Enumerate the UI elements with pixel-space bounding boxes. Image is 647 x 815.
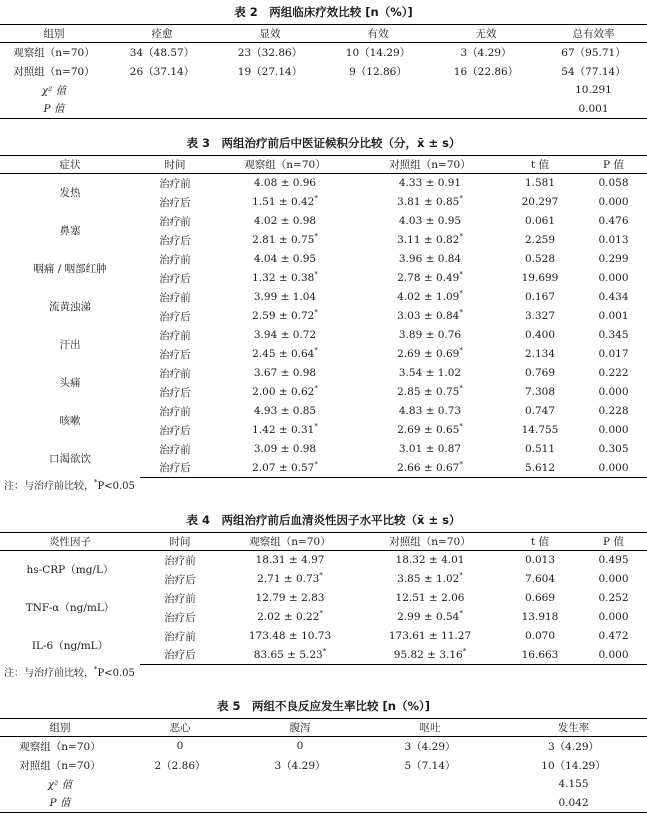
t4-label: TNF-α（ng/mL）: [25, 602, 115, 614]
t2-cell: 67（95.71）: [561, 46, 626, 59]
t2-cell: 10.291: [575, 84, 612, 96]
t3-cell: 5.612: [500, 459, 580, 478]
t2-cell: 0.001: [540, 100, 647, 119]
t3-cell: 7.308: [524, 386, 556, 398]
t3-cell: 3.09 ± 0.98: [253, 443, 317, 455]
table-row: [0, 62, 647, 81]
t4-cell: 18.31 ± 4.97: [255, 554, 325, 567]
t4-cell: 0.000: [598, 573, 629, 585]
t4-header-observation: 观察组（n=70）: [220, 533, 360, 551]
t2-cell: P 值: [0, 100, 108, 119]
t3-cell: 4.04 ± 0.95: [253, 253, 317, 265]
t4-header-control: 对照组（n=70）: [360, 533, 500, 551]
table-3-note: 注：与治疗前比较，*P<0.05: [4, 478, 135, 492]
t4-cell: 0.252: [598, 592, 629, 604]
table-3-block: [0, 135, 647, 496]
table-row: [0, 756, 647, 775]
t3-cell: 0.000: [598, 386, 629, 398]
table-row: [0, 100, 647, 119]
t4-label: IL-6（ng/mL）: [31, 640, 109, 652]
t5-cell: 10（14.29）: [541, 759, 606, 772]
table-row: [0, 81, 647, 100]
t3-cell: 3.94 ± 0.72: [253, 329, 317, 341]
t4-cell: 18.32 ± 4.01: [395, 554, 465, 567]
table-row: [0, 589, 647, 608]
table-row: [0, 794, 647, 813]
table-row: [0, 775, 647, 794]
t5-cell: 3（4.29）: [547, 740, 600, 753]
table-3: [0, 155, 647, 478]
t3-cell: 0.058: [598, 177, 629, 190]
t3-label: 头痛: [59, 377, 81, 389]
t3-label: 流黄浊涕: [49, 301, 91, 313]
t3-cell: 1.42 ± 0.31*: [252, 422, 318, 436]
t3-cell: 1.51 ± 0.42*: [252, 194, 318, 208]
t3-cell: 4.93 ± 0.85: [253, 405, 317, 417]
t3-cell: 1.581: [524, 177, 556, 190]
table-row: [0, 250, 647, 269]
table-5: [0, 718, 647, 813]
t5-header-vomit: 呕吐: [360, 719, 500, 737]
t3-cell: 治疗前: [159, 215, 191, 228]
t3-cell: 0.528: [524, 253, 556, 265]
t5-header-group: 组别: [0, 719, 120, 737]
t5-header-rate: 发生率: [500, 719, 647, 737]
t4-cell: 治疗后: [140, 646, 220, 665]
t4-cell: 0.000: [598, 611, 629, 623]
t3-cell: 4.08 ± 0.96: [253, 177, 317, 190]
t3-cell: 0.000: [580, 459, 647, 478]
t3-cell: 19.699: [521, 272, 559, 284]
t3-cell: 0.400: [524, 329, 556, 341]
t2-cell: 观察组（n=70）: [13, 46, 95, 59]
t3-cell: 治疗前: [159, 329, 191, 342]
table-row: [0, 364, 647, 383]
t2-cell: 3（4.29）: [460, 46, 512, 59]
t5-cell: 5（7.14）: [404, 759, 456, 772]
t4-cell: 2.71 ± 0.73*: [257, 571, 323, 585]
t3-cell: 0.476: [598, 215, 629, 227]
table-2-title: 表 2 两组临床疗效比较 [n（%）]: [234, 5, 413, 19]
t3-cell: 2.00 ± 0.62*: [252, 384, 318, 398]
t4-cell: 2.02 ± 0.22*: [257, 609, 323, 623]
t3-cell: 0.000: [598, 272, 629, 284]
t3-cell: 0.345: [598, 329, 629, 341]
t3-cell: 2.259: [524, 234, 556, 246]
t3-cell: 治疗前: [159, 177, 191, 190]
t2-cell: 26（37.14）: [129, 65, 195, 78]
t4-cell: 2.99 ± 0.54*: [397, 609, 463, 623]
t3-cell: 治疗前: [159, 443, 191, 456]
t3-cell: 0.167: [524, 291, 556, 303]
t3-cell: 2.66 ± 0.67*: [360, 459, 500, 478]
t4-cell: 173.61 ± 11.27: [388, 630, 472, 642]
t3-cell: 3.03 ± 0.84*: [397, 308, 463, 322]
t3-cell: 治疗后: [159, 272, 191, 285]
table-2: [0, 24, 647, 119]
t3-label: 汗出: [59, 339, 81, 351]
t3-header-symptom: 症状: [0, 156, 140, 174]
t3-cell: 治疗前: [159, 367, 191, 380]
t4-cell: 0.000: [580, 646, 647, 665]
t4-cell: 0.472: [598, 630, 629, 642]
table-5-title: 表 5 两组不良反应发生率比较 [n（%）]: [217, 699, 430, 713]
t3-cell: 治疗前: [159, 253, 191, 266]
t3-cell: 治疗后: [159, 310, 191, 323]
t4-cell: 0.070: [524, 630, 556, 642]
t3-cell: 2.59 ± 0.72*: [252, 308, 318, 322]
t4-cell: 0.669: [524, 592, 556, 604]
t3-cell: 0.228: [598, 405, 629, 417]
t2-cell: 19（27.14）: [237, 65, 303, 78]
t3-cell: 0.017: [598, 348, 629, 360]
t5-cell: 0: [176, 740, 184, 753]
table-2-block: [0, 4, 647, 119]
t5-cell: 0.042: [500, 794, 647, 813]
t4-cell: 治疗后: [164, 611, 196, 624]
t4-cell: 3.85 ± 1.02*: [397, 571, 463, 585]
t4-cell: 治疗前: [164, 554, 196, 567]
t2-header-group: 组别: [0, 25, 108, 43]
table-row: [0, 174, 647, 193]
t4-cell: 0.495: [598, 554, 629, 567]
t3-cell: 治疗后: [159, 348, 191, 361]
t2-cell: χ² 值: [41, 84, 67, 97]
t3-label: 口渴欲饮: [49, 453, 91, 465]
t3-cell: 0.000: [598, 196, 629, 208]
t3-cell: 14.755: [521, 424, 559, 436]
t3-label: 咽痛 / 咽部红肿: [33, 263, 107, 275]
t3-cell: 3.89 ± 0.76: [398, 329, 462, 341]
table-4-note: 注：与治疗前比较，*P<0.05: [4, 665, 135, 679]
t2-header-marked: 显效: [216, 25, 324, 43]
t3-cell: 4.02 ± 1.09*: [397, 289, 463, 303]
t3-cell: 0.434: [598, 291, 629, 303]
t3-cell: 4.02 ± 0.98: [253, 215, 317, 227]
t3-cell: 0.769: [524, 367, 556, 379]
t5-header-diarrhea: 腹泻: [240, 719, 360, 737]
t3-cell: 2.78 ± 0.49*: [397, 270, 463, 284]
t5-cell: 2（2.86）: [154, 759, 206, 772]
table-4-title: 表 4 两组治疗前后血清炎性因子水平比较（x̄ ± s）: [186, 513, 461, 527]
table-row: [0, 440, 647, 459]
t5-header-nausea: 恶心: [120, 719, 240, 737]
t3-header-time: 时间: [140, 156, 210, 174]
t3-cell: 3.54 ± 1.02: [398, 367, 462, 379]
t4-cell: 0.013: [524, 554, 556, 567]
t3-cell: 0.013: [598, 234, 629, 246]
t3-cell: 治疗后: [159, 196, 191, 209]
t4-header-t: t 值: [500, 533, 580, 551]
t4-cell: 治疗前: [164, 630, 196, 643]
table-row: [0, 551, 647, 570]
t5-cell: 对照组（n=70）: [19, 759, 101, 772]
t3-cell: 0.222: [598, 367, 629, 379]
t3-cell: 3.99 ± 1.04: [253, 291, 317, 303]
table-row: [0, 627, 647, 646]
t2-header-cured: 痊愈: [108, 25, 216, 43]
table-row: [0, 402, 647, 421]
t3-cell: 2.81 ± 0.75*: [252, 232, 318, 246]
t3-label: 发热: [59, 187, 81, 200]
t3-cell: 2.85 ± 0.75*: [397, 384, 463, 398]
t3-cell: 4.33 ± 0.91: [398, 177, 462, 190]
t3-cell: 3.327: [524, 310, 556, 322]
table-row: [0, 288, 647, 307]
t3-header-control: 对照组（n=70）: [360, 156, 500, 174]
table-row: [0, 326, 647, 345]
t2-cell: 16（22.86）: [453, 65, 519, 78]
t3-label: 鼻塞: [59, 225, 81, 237]
table-row: [0, 43, 647, 62]
t4-cell: 83.65 ± 5.23*: [220, 646, 360, 665]
t4-cell: 治疗前: [164, 592, 196, 605]
t4-cell: 13.918: [521, 611, 559, 623]
t3-cell: 4.83 ± 0.73: [398, 405, 462, 417]
t3-cell: 1.32 ± 0.38*: [252, 270, 318, 284]
table-row: [0, 737, 647, 756]
table-4-block: [0, 512, 647, 683]
t4-cell: 治疗后: [164, 573, 196, 586]
t3-cell: 2.07 ± 0.57*: [210, 459, 360, 478]
t4-cell: 173.48 ± 10.73: [248, 630, 332, 642]
t3-cell: 2.69 ± 0.65*: [397, 422, 463, 436]
t4-cell: 95.82 ± 3.16*: [360, 646, 500, 665]
t2-header-ineffective: 无效: [432, 25, 540, 43]
t4-cell: 12.79 ± 2.83: [255, 592, 325, 604]
t3-cell: 0.001: [598, 310, 629, 322]
t2-cell: 34（48.57）: [129, 46, 195, 59]
t3-cell: 0.511: [524, 443, 556, 455]
table-3-title: 表 3 两组治疗前后中医证候积分比较（分，x̄ ± s）: [186, 136, 461, 150]
t2-header-total: 总有效率: [540, 25, 647, 43]
t3-cell: 4.03 ± 0.95: [398, 215, 462, 227]
t2-cell: 54（77.14）: [561, 65, 626, 78]
t4-cell: 12.51 ± 2.06: [395, 592, 465, 604]
t3-cell: 2.134: [524, 348, 556, 360]
t3-cell: 20.297: [521, 196, 559, 208]
t4-cell: 16.663: [500, 646, 580, 665]
t3-cell: 3.67 ± 0.98: [253, 367, 317, 379]
t3-cell: 0.305: [598, 443, 629, 455]
t5-cell: 4.155: [558, 778, 589, 790]
t2-cell: 对照组（n=70）: [13, 65, 95, 78]
t3-cell: 治疗前: [159, 291, 191, 304]
t4-cell: 7.604: [524, 573, 556, 585]
t3-cell: 0.747: [524, 405, 556, 417]
t2-cell: 23（32.86）: [237, 46, 303, 59]
t5-cell: 0: [296, 740, 304, 753]
t3-cell: 0.000: [598, 424, 629, 436]
t2-cell: 10（14.29）: [345, 46, 411, 59]
t2-cell: 9（12.86）: [349, 65, 407, 78]
t3-header-observation: 观察组（n=70）: [210, 156, 360, 174]
t3-cell: 0.299: [598, 253, 629, 265]
t3-header-p: P 值: [580, 156, 647, 174]
table-5-block: [0, 698, 647, 813]
t5-cell: 观察组（n=70）: [19, 740, 101, 753]
t3-cell: 3.11 ± 0.82*: [397, 232, 463, 246]
t3-label: 咳嗽: [59, 415, 81, 427]
t4-header-time: 时间: [140, 533, 220, 551]
t3-header-t: t 值: [500, 156, 580, 174]
t2-header-effective: 有效: [324, 25, 432, 43]
t3-cell: 3.96 ± 0.84: [398, 253, 462, 265]
t3-cell: 0.061: [524, 215, 556, 227]
t4-header-p: P 值: [580, 533, 647, 551]
t5-cell: 3（4.29）: [404, 740, 456, 753]
t3-cell: 治疗后: [140, 459, 210, 478]
t3-cell: 治疗后: [159, 234, 191, 247]
t3-cell: 治疗前: [159, 405, 191, 418]
t3-cell: 3.81 ± 0.85*: [397, 194, 463, 208]
t5-cell: 3（4.29）: [274, 759, 326, 772]
t3-cell: 2.45 ± 0.64*: [252, 346, 318, 360]
t4-header-factor: 炎性因子: [0, 533, 140, 551]
table-row: [0, 212, 647, 231]
t3-cell: 2.69 ± 0.69*: [397, 346, 463, 360]
t5-cell: P 值: [0, 794, 120, 813]
t3-cell: 治疗后: [159, 386, 191, 399]
t3-cell: 3.01 ± 0.87: [398, 443, 462, 455]
table-4: [0, 532, 647, 665]
t3-cell: 治疗后: [159, 424, 191, 437]
t5-cell: χ² 值: [47, 778, 73, 791]
t4-label: hs-CRP（mg/L）: [26, 564, 114, 577]
